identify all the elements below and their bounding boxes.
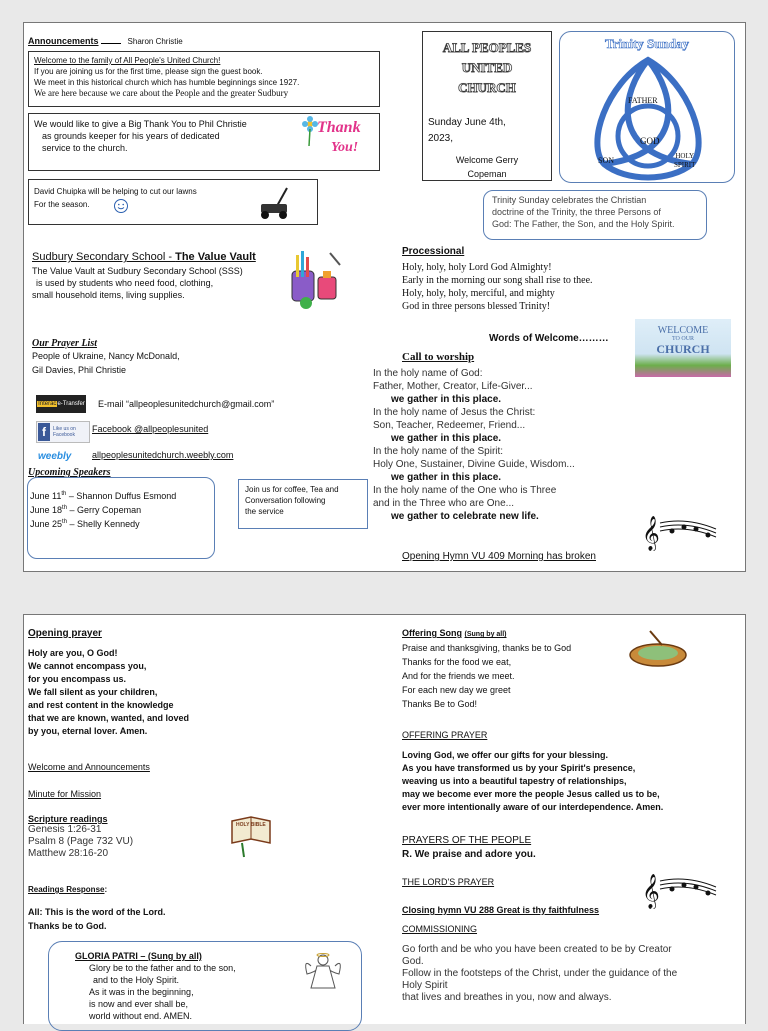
coffee-box xyxy=(238,479,368,529)
welcome-line: We are here because we care about the People and the greater Sudbury xyxy=(34,88,289,98)
welcome-guest: Welcome Gerry Copeman xyxy=(455,155,519,179)
opening-prayer-title: Opening prayer xyxy=(28,628,102,639)
music-notes-icon xyxy=(642,871,718,909)
holy-spirit-label: HOLY SPIRIT xyxy=(674,152,696,169)
prayer-line: People of Ukraine, Nancy McDonald, xyxy=(32,351,180,361)
angel-icon xyxy=(301,952,345,992)
readings-response-title: Readings Response: xyxy=(28,885,108,894)
facebook-badge-label: Like us on Facebook xyxy=(53,426,76,438)
value-vault-text xyxy=(32,265,243,301)
art-supplies-icon xyxy=(286,249,346,311)
god-label: GOD xyxy=(640,136,660,146)
vault-line: The Value Vault at Sudbury Secondary School (SSS) xyxy=(32,266,243,276)
call-to-worship-text: In the holy name of God: Father, Mother, Creator, Life-Giver... we gather in this place. In the holy name of Jesus the Christ: Son, Teacher, Redeemer, Friend... we gather in this place. In the holy name of the Spirit: Holy One, Sustainer, Divine Guide, Wisdom... we gather in this place. In the holy name of the One who is Three and in the Three who are One... we gather to celebrate new life. xyxy=(373,368,575,522)
prayers-people-title: PRAYERS OF THE PEOPLE xyxy=(402,835,532,846)
holy-bible-label: HOLY BIBLE xyxy=(236,822,266,828)
lawn-line: David Chuipka will be helping to cut our lawns xyxy=(34,187,197,196)
etransfer-badge: Interace-Transfer xyxy=(36,395,86,413)
scripture-list: Genesis 1:26-31 Psalm 8 (Page 732 VU) Matthew 28:16-20 xyxy=(28,824,134,859)
vault-name: The Value Vault xyxy=(175,251,256,263)
commissioning-title: COMMISSIONING xyxy=(402,924,478,934)
gloria-title: GLORIA PATRI – (Sung by all) xyxy=(75,951,202,961)
processional-text: Holy, holy, holy Lord God Almighty! Early in the morning our song shall rise to thee. Holy, holy, holy, merciful, and mighty God in three persons blessed Trinity! xyxy=(402,262,593,312)
thanks-line: We would like to give a Big Thank You to Phil Christie xyxy=(34,119,247,129)
prayers-people-response: R. We praise and adore you. xyxy=(402,849,536,860)
speakers-title: Upcoming Speakers xyxy=(28,467,111,478)
lawn-mower-icon xyxy=(257,184,303,220)
bulletin-page-1 xyxy=(23,22,746,572)
weebly-badge: weebly xyxy=(38,451,72,462)
announcements-header xyxy=(28,35,183,47)
offering-song-title: Offering Song (Sung by all) xyxy=(402,628,507,638)
facebook-link[interactable]: Facebook @allpeoplesunited xyxy=(92,424,209,434)
school-name: Sudbury Secondary School - xyxy=(32,251,176,263)
church-box xyxy=(422,31,552,181)
weebly-link[interactable]: allpeoplesunitedchurch.weebly.com xyxy=(92,450,234,460)
gloria-patri-box xyxy=(48,941,362,1031)
processional-title: Processional xyxy=(402,246,465,257)
welcome-sign-image: WELCOME TO OUR CHURCH xyxy=(635,319,731,377)
commissioning-text: Go forth and be who you have been created to be by Creator God. Follow in the footsteps of the Christ, under the guidance of the Holy Spirit that lives and breathes in you, now and always. xyxy=(402,944,678,1003)
offering-prayer-text: Loving God, we offer our gifts for your blessing. As you have transformed us by your Spirit's presence, weaving us into a beautiful tapestry of relationships, may we become ever more the people Jesus called us to be, ever more intentionally aware of our interdependence. Amen. xyxy=(402,750,664,812)
vault-line: is used by students who need food, clothing, xyxy=(36,278,214,288)
words-of-welcome: Words of Welcome……… xyxy=(489,333,609,344)
welcome-line: We meet in this historical church which has humble beginnings since 1927. xyxy=(34,78,300,87)
prayer-list xyxy=(32,338,180,376)
lords-prayer: THE LORD'S PRAYER xyxy=(402,877,495,887)
svg-text:𝄞: 𝄞 xyxy=(642,516,660,551)
vault-line: small household items, living supplies. xyxy=(32,290,185,300)
service-date: Sunday June 4th, 2023, xyxy=(428,117,506,144)
trinity-caption: Trinity Sunday celebrates the Christian doctrine of the Trinity, the three Persons of God: The Father, the Son, and the Holy Spirit. xyxy=(483,190,707,240)
speaker-item: June 11th – Shannon Duffus Esmond xyxy=(30,491,177,501)
welcome-announcements: Welcome and Announcements xyxy=(28,762,150,772)
welcome-box xyxy=(28,51,380,107)
smiley-icon xyxy=(113,198,129,214)
triquetra-icon xyxy=(570,54,726,182)
opening-hymn: Opening Hymn VU 409 Morning has broken xyxy=(402,551,596,562)
facebook-icon: f xyxy=(38,423,50,441)
music-notes-icon xyxy=(642,513,718,551)
coffee-line: Join us for coffee, Tea and xyxy=(245,485,339,494)
welcome-line: If you are joining us for the first time, please sign the guest book. xyxy=(34,67,263,76)
speaker-item: June 18th – Gerry Copeman xyxy=(30,505,142,515)
speakers-box xyxy=(27,477,215,559)
scripture-title: Scripture readings xyxy=(28,814,108,824)
thank-word: Thank xyxy=(317,119,361,136)
thank-you-flower-icon xyxy=(299,116,359,168)
coffee-line: the service xyxy=(245,507,284,516)
father-label: FATHER xyxy=(628,96,658,105)
value-vault-title xyxy=(32,250,256,264)
email-link[interactable]: E-mail “allpeoplesunitedchurch@gmail.com” xyxy=(98,399,275,409)
announcements-name: Sharon Christie xyxy=(127,37,183,46)
closing-hymn: Closing hymn VU 288 Great is thy faithfulness xyxy=(402,905,600,915)
gloria-text: Glory be to the father and to the son, and to the Holy Spirit. As it was in the beginning, is now and ever shall be, world without end. AMEN. xyxy=(89,963,236,1021)
son-label: SON xyxy=(598,156,615,165)
trinity-box xyxy=(559,31,735,183)
welcome-line: Welcome to the family of All People's United Church! xyxy=(34,56,221,65)
thanks-line: service to the church. xyxy=(42,143,128,153)
lawn-line: For the season. xyxy=(34,200,90,209)
lawn-box xyxy=(28,179,318,225)
etransfer-label: e-Transfer xyxy=(57,401,85,407)
readings-response-text: All: This is the word of the Lord. Thanks be to God. xyxy=(28,907,166,931)
offering-song-text: Praise and thanksgiving, thanks be to God Thanks for the food we eat, And for the friends we meet. For each new day we greet Thanks Be to God! xyxy=(402,643,572,709)
trinity-title: Trinity Sunday xyxy=(605,36,689,51)
svg-text:𝄞: 𝄞 xyxy=(642,874,660,909)
call-to-worship-title: Call to worship xyxy=(402,351,475,363)
bulletin-page-2 xyxy=(23,614,746,1024)
announcements-title: Announcements xyxy=(28,36,99,46)
holy-bible-icon xyxy=(228,813,274,859)
prayer-list-title: Our Prayer List xyxy=(32,338,97,349)
minute-for-mission: Minute for Mission xyxy=(28,789,102,799)
thanks-box xyxy=(28,113,380,171)
facebook-badge xyxy=(36,421,90,443)
prayer-line: Gil Davies, Phil Christie xyxy=(32,365,127,375)
opening-prayer-text: Holy are you, O God! We cannot encompass you, for you encompass us. We fall silent as your children, and rest content in the knowledge that we are known, wanted, and loved by you, eternal lover. Amen. xyxy=(28,648,190,736)
offering-plate-icon xyxy=(628,627,690,669)
you-word: You! xyxy=(331,140,359,155)
coffee-line: Conversation following xyxy=(245,496,326,505)
offering-prayer-title: OFFERING PRAYER xyxy=(402,730,488,740)
church-name: ALL PEOPLES UNITED CHURCH xyxy=(442,40,532,95)
thanks-line: as grounds keeper for his years of dedicated xyxy=(42,131,220,141)
speaker-item: June 25th – Shelly Kennedy xyxy=(30,519,140,529)
